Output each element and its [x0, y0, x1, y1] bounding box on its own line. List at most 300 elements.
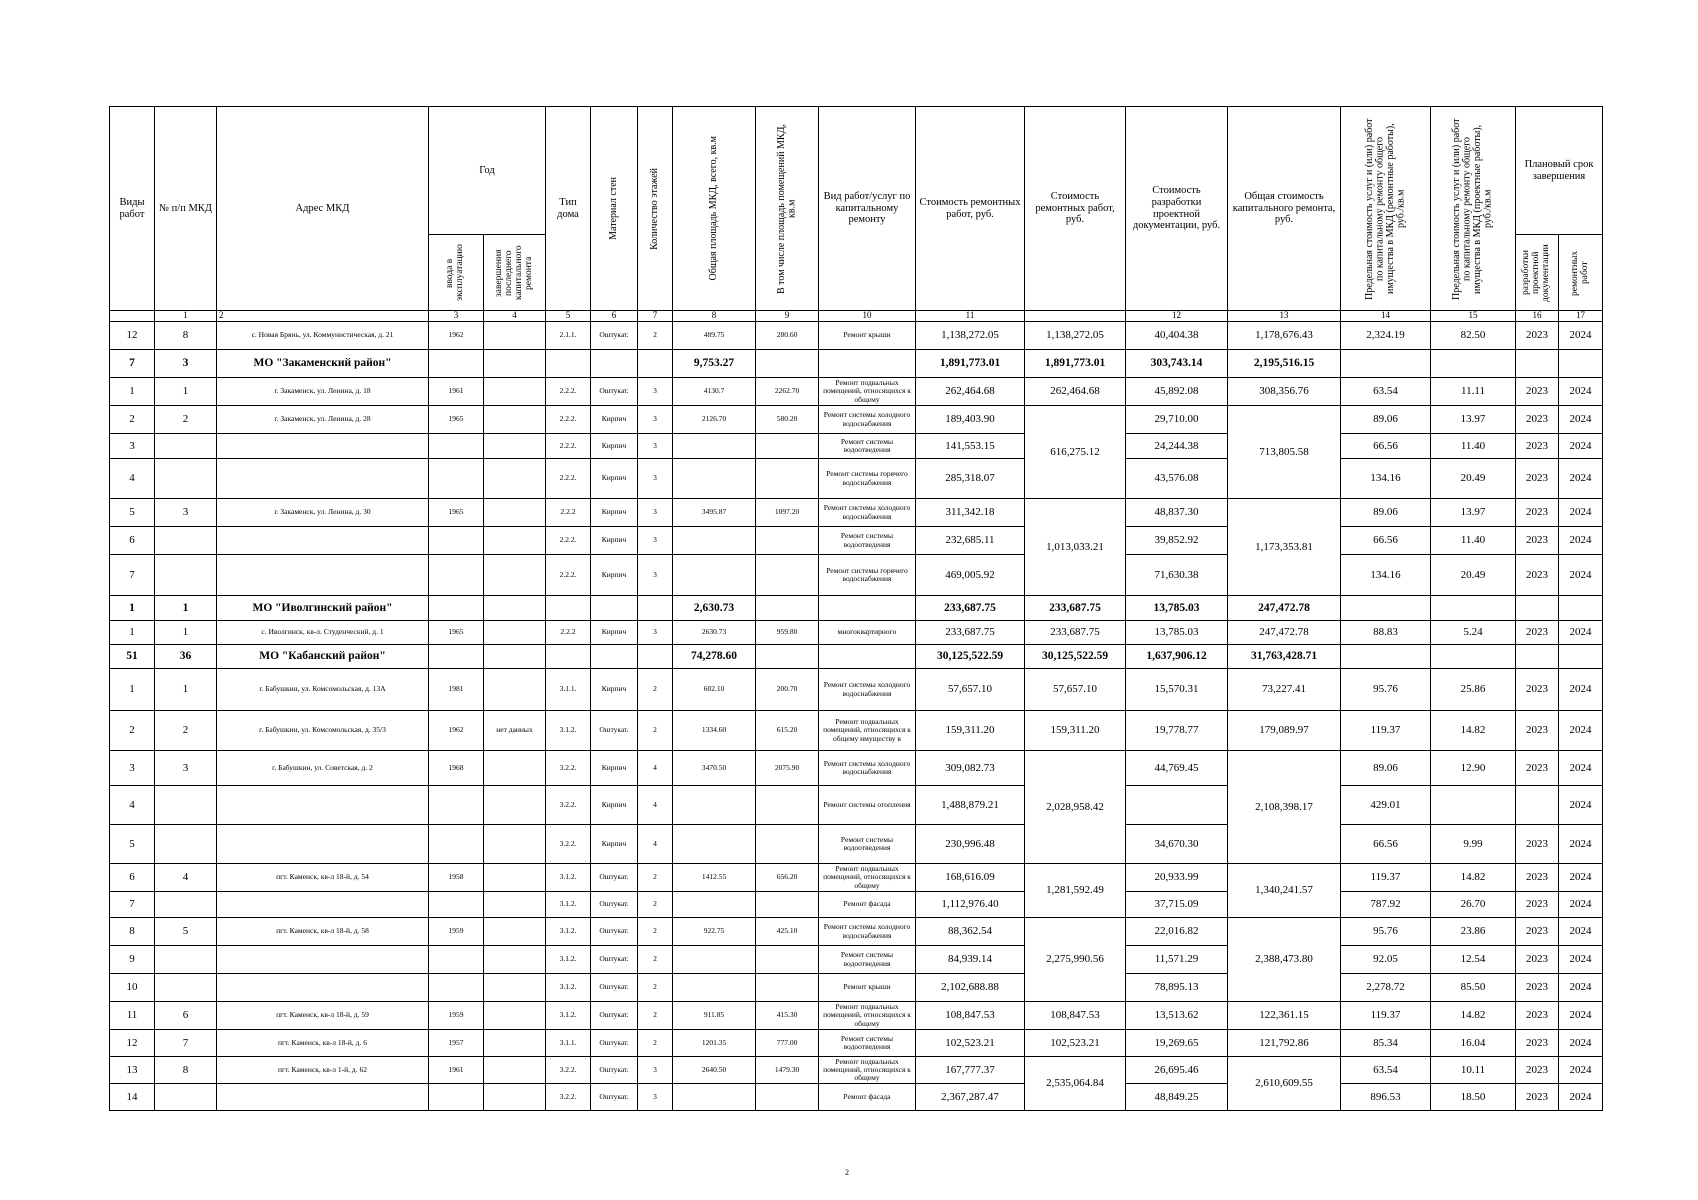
cell-address: г. Закаменск, ул. Ленина, д. 30	[217, 499, 429, 527]
table-row	[110, 378, 1603, 406]
cell-cost-works-1: 141,553.15	[916, 434, 1025, 459]
cell-cost-total: 2,108,398.17	[1228, 751, 1341, 864]
cell-cost-total: 2,195,516.15	[1228, 350, 1341, 378]
cell-house-type: 2.2.2.	[546, 434, 591, 459]
cell-house-type: 3.2.2.	[546, 825, 591, 864]
cell-house-type: 3.1.1.	[546, 1030, 591, 1057]
cell-year-commission: 1962	[429, 711, 484, 751]
cell-cost-design: 48,849.25	[1126, 1084, 1228, 1111]
cell-cost-total: 1,178,676.43	[1228, 322, 1341, 350]
cell-limit-design: 20.49	[1431, 459, 1516, 499]
cell-address: пгт. Каменск, кв-л 1-й, д. 62	[217, 1057, 429, 1084]
cell-deadline-repair: 2024	[1559, 751, 1603, 786]
cell-area-premises: 2075.90	[756, 751, 819, 786]
cell-area-total: 2630.73	[673, 621, 756, 645]
cell-year-commission: 1965	[429, 406, 484, 434]
cell-work-kind: Ремонт системы водоотведения	[819, 825, 916, 864]
cell-cost-total: 179,089.97	[1228, 711, 1341, 751]
cell-cost-design: 13,785.03	[1126, 596, 1228, 621]
cell-floors: 2	[638, 864, 673, 892]
table-row	[110, 751, 1603, 786]
cell-type: 2	[110, 406, 155, 434]
cell-type: 6	[110, 527, 155, 555]
header-cost-works-1: Стоимость ремонтных работ, руб.	[916, 107, 1025, 311]
cell-limit-design: 26.70	[1431, 892, 1516, 918]
cell-cost-design: 13,785.03	[1126, 621, 1228, 645]
cell-cost-works-1: 285,318.07	[916, 459, 1025, 499]
cell-floors: 4	[638, 825, 673, 864]
header-deadline: Плановый срок завершения	[1516, 107, 1603, 235]
cell-house-type: 3.1.2.	[546, 864, 591, 892]
cell-year-commission: 1965	[429, 499, 484, 527]
cell-floors: 3	[638, 621, 673, 645]
cell-house-type: 3.2.2.	[546, 1057, 591, 1084]
cell-type: 1	[110, 378, 155, 406]
header-cost-total: Общая стоимость капитального ремонта, руб.	[1228, 107, 1341, 311]
district-row	[110, 645, 1603, 669]
cell-cost-works-1: 108,847.53	[916, 1002, 1025, 1030]
cell-deadline-repair: 2024	[1559, 1002, 1603, 1030]
cell-limit-repair: 134.16	[1341, 459, 1431, 499]
cell-address: г. Бабушкин, ул. Комсомольская, д. 13А	[217, 669, 429, 711]
cell-deadline-design: 2023	[1516, 378, 1559, 406]
cell-floors: 4	[638, 751, 673, 786]
cell-limit-repair: 92.05	[1341, 946, 1431, 974]
cell-limit-repair: 85.34	[1341, 1030, 1431, 1057]
cell-address: пгт. Каменск, кв-л 18-й, д. 54	[217, 864, 429, 892]
cell-deadline-design: 2023	[1516, 946, 1559, 974]
cell-num: 1	[155, 378, 217, 406]
col-number: 9	[756, 311, 819, 322]
cell-cost-works-1: 189,403.90	[916, 406, 1025, 434]
cell-deadline-repair: 2024	[1559, 918, 1603, 946]
cell-cost-total: 121,792.86	[1228, 1030, 1341, 1057]
cell-limit-repair: 119.37	[1341, 864, 1431, 892]
cell-limit-repair: 66.56	[1341, 825, 1431, 864]
cell-work-kind: Ремонт системы холодного водоснабжения	[819, 669, 916, 711]
cell-cost-design: 44,769.45	[1126, 751, 1228, 786]
cell-house-type: 2.2.2.	[546, 555, 591, 596]
cell-wall: Оштукат.	[591, 1030, 638, 1057]
cell-wall: Кирпич	[591, 406, 638, 434]
cell-area-total: 9,753.27	[673, 350, 756, 378]
header-area-total: Общая площадь МКД, всего, кв.м	[673, 107, 756, 311]
cell-cost-works-1: 230,996.48	[916, 825, 1025, 864]
col-number: 17	[1559, 311, 1603, 322]
cell-wall: Оштукат.	[591, 1002, 638, 1030]
cell-work-kind: многоквартирного	[819, 621, 916, 645]
cell-address: МО "Кабанский район"	[217, 645, 429, 669]
cell-cost-works-1: 2,367,287.47	[916, 1084, 1025, 1111]
cell-deadline-design: 2023	[1516, 459, 1559, 499]
cell-work-kind: Ремонт системы отопления	[819, 786, 916, 825]
header-deadline-repair: ремонтных работ	[1559, 235, 1603, 311]
cell-cost-works-1: 1,112,976.40	[916, 892, 1025, 918]
table-row	[110, 974, 1603, 1002]
cell-cost-works-1: 232,685.11	[916, 527, 1025, 555]
col-number: 12	[1126, 311, 1228, 322]
cell-limit-repair: 89.06	[1341, 406, 1431, 434]
table-row	[110, 322, 1603, 350]
cell-cost-works-2: 1,013,033.21	[1025, 499, 1126, 596]
cell-cost-design: 43,576.08	[1126, 459, 1228, 499]
cell-work-kind: Ремонт крыши	[819, 974, 916, 1002]
cell-limit-design: 18.50	[1431, 1084, 1516, 1111]
cell-year-commission: 1959	[429, 918, 484, 946]
cell-cost-works-1: 233,687.75	[916, 596, 1025, 621]
cell-cost-design	[1126, 786, 1228, 825]
cell-area-premises: 1479.30	[756, 1057, 819, 1084]
cell-deadline-repair: 2024	[1559, 1057, 1603, 1084]
cell-cost-works-1: 311,342.18	[916, 499, 1025, 527]
col-number: 7	[638, 311, 673, 322]
cell-address: г. Закаменск, ул. Ленина, д. 28	[217, 406, 429, 434]
cell-type: 12	[110, 322, 155, 350]
cell-deadline-design: 2023	[1516, 669, 1559, 711]
cell-cost-works-1: 469,005.92	[916, 555, 1025, 596]
cell-area-premises: 580.20	[756, 406, 819, 434]
cell-cost-works-2: 102,523.21	[1025, 1030, 1126, 1057]
cell-num: 6	[155, 1002, 217, 1030]
cell-cost-works-1: 1,488,879.21	[916, 786, 1025, 825]
cell-limit-design: 23.86	[1431, 918, 1516, 946]
cell-deadline-design: 2023	[1516, 825, 1559, 864]
cell-cost-design: 40,404.38	[1126, 322, 1228, 350]
cell-cost-design: 29,710.00	[1126, 406, 1228, 434]
cell-wall: Кирпич	[591, 621, 638, 645]
cell-deadline-design: 2023	[1516, 1030, 1559, 1057]
cell-limit-repair: 95.76	[1341, 669, 1431, 711]
cell-cost-works-2: 108,847.53	[1025, 1002, 1126, 1030]
cell-floors: 3	[638, 499, 673, 527]
cell-floors: 2	[638, 1030, 673, 1057]
cell-type: 8	[110, 918, 155, 946]
cell-area-premises: 656.20	[756, 864, 819, 892]
cell-area-premises: 1097.20	[756, 499, 819, 527]
cell-cost-design: 71,630.38	[1126, 555, 1228, 596]
table-row	[110, 711, 1603, 751]
cell-year-commission: 1965	[429, 621, 484, 645]
col-number: 5	[546, 311, 591, 322]
cell-num: 4	[155, 864, 217, 892]
cell-limit-repair: 134.16	[1341, 555, 1431, 596]
table-row	[110, 434, 1603, 459]
cell-address: с. Новая Брянь, ул. Коммунистическая, д. 21	[217, 322, 429, 350]
cell-cost-works-2: 1,891,773.01	[1025, 350, 1126, 378]
cell-type: 9	[110, 946, 155, 974]
cell-cost-total: 247,472.78	[1228, 596, 1341, 621]
table-row	[110, 946, 1603, 974]
cell-cost-design: 34,670.30	[1126, 825, 1228, 864]
cell-cost-design: 13,513.62	[1126, 1002, 1228, 1030]
cell-house-type: 3.2.2.	[546, 751, 591, 786]
cell-deadline-design: 2023	[1516, 499, 1559, 527]
header-year-commission: ввода в эксплуатацию	[429, 235, 484, 311]
cell-work-kind: Ремонт подвальных помещений, относящихся к общему	[819, 1002, 916, 1030]
cell-area-total: 1412.55	[673, 864, 756, 892]
cell-wall: Оштукат.	[591, 918, 638, 946]
cell-address: г. Закаменск, ул. Ленина, д. 18	[217, 378, 429, 406]
cell-wall: Кирпич	[591, 751, 638, 786]
cell-cost-works-1: 84,939.14	[916, 946, 1025, 974]
cell-floors: 3	[638, 527, 673, 555]
cell-cost-works-1: 1,891,773.01	[916, 350, 1025, 378]
cell-year-commission: 1957	[429, 1030, 484, 1057]
cell-work-kind: Ремонт подвальных помещений, относящихся к общему имуществу в	[819, 711, 916, 751]
cell-num: 3	[155, 499, 217, 527]
cell-num: 3	[155, 751, 217, 786]
cell-type: 4	[110, 459, 155, 499]
cell-deadline-repair: 2024	[1559, 322, 1603, 350]
cell-deadline-design: 2023	[1516, 864, 1559, 892]
cell-cost-total: 308,356.76	[1228, 378, 1341, 406]
cell-address: МО "Закаменский район"	[217, 350, 429, 378]
cell-cost-works-2: 2,535,064.84	[1025, 1057, 1126, 1111]
cell-area-premises: 425.10	[756, 918, 819, 946]
cell-limit-repair: 2,278.72	[1341, 974, 1431, 1002]
cell-deadline-design: 2023	[1516, 892, 1559, 918]
col-number: 8	[673, 311, 756, 322]
cell-cost-total: 2,610,609.55	[1228, 1057, 1341, 1111]
column-number-row	[110, 311, 1603, 322]
cell-floors: 3	[638, 555, 673, 596]
cell-type: 1	[110, 669, 155, 711]
cell-limit-design: 16.04	[1431, 1030, 1516, 1057]
cell-floors: 2	[638, 711, 673, 751]
cell-floors: 2	[638, 669, 673, 711]
cell-limit-repair: 429.01	[1341, 786, 1431, 825]
cell-limit-repair: 95.76	[1341, 918, 1431, 946]
cell-area-total: 911.85	[673, 1002, 756, 1030]
cell-cost-design: 37,715.09	[1126, 892, 1228, 918]
cell-deadline-design: 2023	[1516, 322, 1559, 350]
cell-deadline-design: 2023	[1516, 434, 1559, 459]
cell-house-type: 3.2.2.	[546, 786, 591, 825]
cell-floors: 3	[638, 1084, 673, 1111]
cell-work-kind: Ремонт системы холодного водоснабжения	[819, 406, 916, 434]
cell-limit-design: 11.11	[1431, 378, 1516, 406]
cell-cost-works-1: 102,523.21	[916, 1030, 1025, 1057]
cell-type: 10	[110, 974, 155, 1002]
cell-deadline-design: 2023	[1516, 406, 1559, 434]
cell-cost-works-2: 616,275.12	[1025, 406, 1126, 499]
cell-cost-total: 1,173,353.81	[1228, 499, 1341, 596]
capital-repair-table	[109, 106, 1603, 1111]
cell-work-kind: Ремонт фасада	[819, 1084, 916, 1111]
cell-limit-design: 14.82	[1431, 711, 1516, 751]
cell-type: 6	[110, 864, 155, 892]
cell-deadline-repair: 2024	[1559, 711, 1603, 751]
cell-type: 12	[110, 1030, 155, 1057]
cell-house-type: 3.1.2.	[546, 1002, 591, 1030]
table-row	[110, 527, 1603, 555]
cell-num: 36	[155, 645, 217, 669]
cell-wall: Кирпич	[591, 555, 638, 596]
cell-cost-works-1: 167,777.37	[916, 1057, 1025, 1084]
cell-deadline-repair: 2024	[1559, 378, 1603, 406]
cell-area-total: 2126.70	[673, 406, 756, 434]
cell-floors: 2	[638, 946, 673, 974]
cell-floors: 2	[638, 974, 673, 1002]
cell-house-type: 2.2.2	[546, 621, 591, 645]
col-number: 15	[1431, 311, 1516, 322]
cell-type: 7	[110, 350, 155, 378]
cell-floors: 3	[638, 434, 673, 459]
cell-deadline-design: 2023	[1516, 711, 1559, 751]
header-wall: Материал стен	[591, 107, 638, 311]
cell-type: 5	[110, 825, 155, 864]
col-number: 4	[484, 311, 546, 322]
col-number: 14	[1341, 311, 1431, 322]
cell-area-total: 1201.35	[673, 1030, 756, 1057]
cell-house-type: 3.2.2.	[546, 1084, 591, 1111]
table-row	[110, 669, 1603, 711]
cell-cost-design: 78,895.13	[1126, 974, 1228, 1002]
cell-limit-repair: 787.92	[1341, 892, 1431, 918]
cell-deadline-design	[1516, 786, 1559, 825]
cell-num: 3	[155, 350, 217, 378]
cell-limit-repair: 2,324.19	[1341, 322, 1431, 350]
header-cost-design: Стоимость разработки проектной документации, руб.	[1126, 107, 1228, 311]
cell-area-total: 489.75	[673, 322, 756, 350]
cell-area-premises: 2262.70	[756, 378, 819, 406]
cell-house-type: 2.2.2.	[546, 459, 591, 499]
table-row	[110, 406, 1603, 434]
cell-cost-design: 22,016.82	[1126, 918, 1228, 946]
header-types: Виды работ	[110, 107, 155, 311]
cell-deadline-repair: 2024	[1559, 406, 1603, 434]
cell-work-kind: Ремонт подвальных помещений, относящихся к общему	[819, 1057, 916, 1084]
cell-house-type: 3.1.2.	[546, 974, 591, 1002]
cell-limit-design: 12.90	[1431, 751, 1516, 786]
cell-wall: Оштукат.	[591, 322, 638, 350]
district-row	[110, 350, 1603, 378]
cell-cost-design: 26,695.46	[1126, 1057, 1228, 1084]
cell-cost-total: 31,763,428.71	[1228, 645, 1341, 669]
header-house-type: Тип дома	[546, 107, 591, 311]
cell-cost-design: 11,571.29	[1126, 946, 1228, 974]
page-number: 2	[845, 1168, 849, 1177]
cell-type: 7	[110, 892, 155, 918]
col-number: 3	[429, 311, 484, 322]
cell-limit-design	[1431, 786, 1516, 825]
cell-deadline-repair: 2024	[1559, 864, 1603, 892]
cell-area-total: 4130.7	[673, 378, 756, 406]
cell-deadline-design: 2023	[1516, 1084, 1559, 1111]
cell-work-kind: Ремонт системы водоотведения	[819, 527, 916, 555]
cell-cost-works-2: 2,275,990.56	[1025, 918, 1126, 1002]
cell-cost-works-1: 88,362.54	[916, 918, 1025, 946]
cell-year-commission: 1968	[429, 751, 484, 786]
cell-house-type: 3.1.2.	[546, 918, 591, 946]
cell-house-type: 3.1.1.	[546, 669, 591, 711]
cell-wall: Оштукат.	[591, 864, 638, 892]
cell-address: с. Иволгинск, кв-л. Студенческий, д. 1	[217, 621, 429, 645]
header-year-lastrepair: завершения последнего капитального ремонта	[484, 235, 546, 311]
cell-wall: Кирпич	[591, 786, 638, 825]
cell-num: 5	[155, 918, 217, 946]
cell-work-kind: Ремонт подвальных помещений, относящихся к общему	[819, 378, 916, 406]
cell-area-total: 1334.60	[673, 711, 756, 751]
cell-deadline-repair: 2024	[1559, 555, 1603, 596]
cell-limit-repair: 119.37	[1341, 711, 1431, 751]
cell-limit-design: 11.40	[1431, 434, 1516, 459]
cell-type: 1	[110, 621, 155, 645]
cell-year-commission: 1961	[429, 1057, 484, 1084]
cell-deadline-design: 2023	[1516, 1057, 1559, 1084]
cell-work-kind: Ремонт системы холодного водоснабжения	[819, 499, 916, 527]
cell-limit-design: 14.82	[1431, 1002, 1516, 1030]
cell-wall: Кирпич	[591, 459, 638, 499]
header-limit-design: Предельная стоимость услуг и (или) работ по капитальному ремонту общего имущества в МКД (проектные работы), руб./кв.м	[1431, 107, 1516, 311]
cell-num: 1	[155, 596, 217, 621]
cell-area-total: 2640.50	[673, 1057, 756, 1084]
cell-wall: Оштукат.	[591, 1057, 638, 1084]
cell-area-total: 3495.87	[673, 499, 756, 527]
cell-deadline-repair: 2024	[1559, 669, 1603, 711]
cell-cost-total: 713,805.58	[1228, 406, 1341, 499]
col-number: 1	[155, 311, 217, 322]
table-row	[110, 1084, 1603, 1111]
cell-type: 3	[110, 751, 155, 786]
cell-type: 3	[110, 434, 155, 459]
cell-cost-total: 1,340,241.57	[1228, 864, 1341, 918]
cell-house-type: 2.1.1.	[546, 322, 591, 350]
cell-cost-works-1: 159,311.20	[916, 711, 1025, 751]
cell-limit-design: 20.49	[1431, 555, 1516, 596]
cell-limit-design: 85.50	[1431, 974, 1516, 1002]
cell-floors: 3	[638, 1057, 673, 1084]
cell-num: 8	[155, 322, 217, 350]
cell-address: МО "Иволгинский район"	[217, 596, 429, 621]
cell-limit-design: 82.50	[1431, 322, 1516, 350]
cell-cost-works-1: 2,102,688.88	[916, 974, 1025, 1002]
cell-limit-repair: 89.06	[1341, 751, 1431, 786]
cell-floors: 2	[638, 322, 673, 350]
cell-cost-design: 303,743.14	[1126, 350, 1228, 378]
cell-area-premises: 415.30	[756, 1002, 819, 1030]
cell-wall: Кирпич	[591, 527, 638, 555]
cell-type: 13	[110, 1057, 155, 1084]
cell-work-kind: Ремонт системы водоотведения	[819, 434, 916, 459]
cell-year-commission: 1958	[429, 864, 484, 892]
cell-limit-repair: 63.54	[1341, 1057, 1431, 1084]
cell-deadline-design: 2023	[1516, 974, 1559, 1002]
cell-num: 7	[155, 1030, 217, 1057]
header-row-top	[110, 107, 1603, 235]
header-area-premises: В том числе площадь помещений МКД, кв.м	[756, 107, 819, 311]
cell-work-kind: Ремонт подвальных помещений, относящихся к общему	[819, 864, 916, 892]
cell-area-premises: 777.00	[756, 1030, 819, 1057]
cell-cost-works-2: 30,125,522.59	[1025, 645, 1126, 669]
cell-floors: 3	[638, 459, 673, 499]
cell-deadline-repair: 2024	[1559, 527, 1603, 555]
cell-area-premises: 200.70	[756, 669, 819, 711]
cell-floors: 2	[638, 892, 673, 918]
col-number: 11	[916, 311, 1025, 322]
cell-cost-design: 19,269.65	[1126, 1030, 1228, 1057]
cell-address: г. Бабушкин, ул. Советская, д. 2	[217, 751, 429, 786]
cell-year-lastrepair	[484, 322, 546, 350]
district-row	[110, 596, 1603, 621]
header-address: Адрес МКД	[217, 107, 429, 311]
cell-work-kind: Ремонт фасада	[819, 892, 916, 918]
cell-work-kind: Ремонт крыши	[819, 322, 916, 350]
cell-deadline-repair: 2024	[1559, 825, 1603, 864]
table-row	[110, 1057, 1603, 1084]
cell-cost-design: 19,778.77	[1126, 711, 1228, 751]
cell-type: 11	[110, 1002, 155, 1030]
